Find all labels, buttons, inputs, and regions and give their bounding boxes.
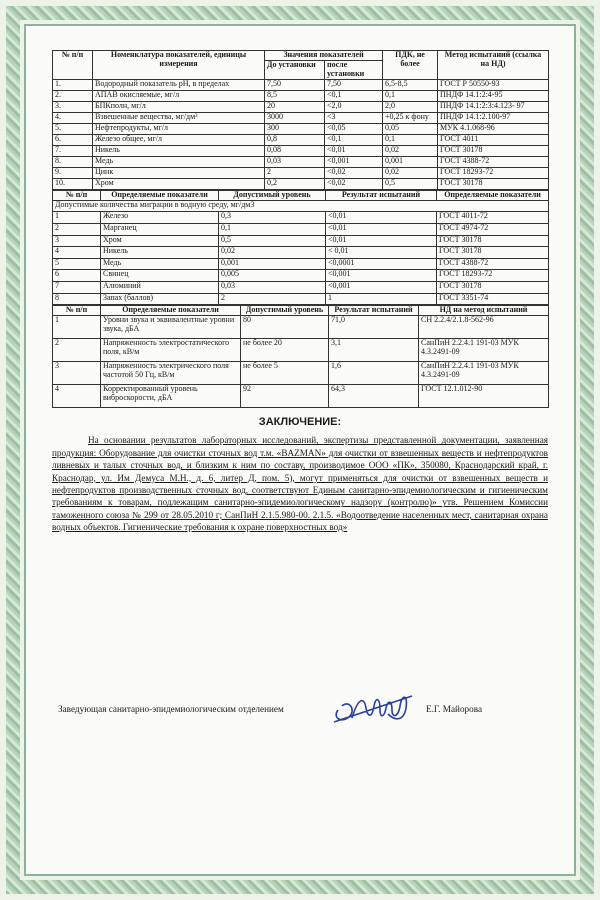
cell-n: 3	[53, 235, 101, 247]
cell-method: ГОСТ 30178	[438, 178, 549, 189]
conclusion-text	[52, 434, 548, 533]
cell-name: БПКполн, мг/л	[93, 101, 265, 112]
cell-name: Хром	[93, 178, 265, 189]
cell-level: не более 20	[241, 339, 329, 362]
table-row	[53, 167, 549, 178]
cell-pdk: 2,0	[383, 101, 438, 112]
cell-result: 71,0	[329, 316, 419, 339]
cell-result: <0,001	[326, 281, 437, 293]
table-row	[53, 316, 549, 339]
cell-nd: СН 2.2.4/2.1.8-562-96	[419, 316, 549, 339]
col-nd-header: Определяемые показатели	[437, 190, 549, 200]
cell-nd: ГОСТ 30178	[437, 247, 549, 259]
cell-name: Хром	[101, 235, 219, 247]
handwritten-signature	[328, 688, 418, 728]
cell-n: 2.	[53, 90, 93, 101]
table-row	[53, 385, 549, 408]
cell-n: 2	[53, 339, 101, 362]
document-content	[52, 50, 548, 534]
migration-table	[52, 190, 549, 305]
cell-n: 3	[53, 362, 101, 385]
cell-nd: ГОСТ 18293-72	[437, 270, 549, 282]
cell-result: <0,01	[326, 235, 437, 247]
cell-level: 0,5	[219, 235, 326, 247]
cell-method: ГОСТ 30178	[438, 145, 549, 156]
cell-n: 1	[53, 316, 101, 339]
cell-nd: ГОСТ 3351-74	[437, 293, 549, 305]
signer-position: Заведующая санитарно-эпидемиологическим отделением	[58, 704, 284, 714]
cell-before: 0,8	[265, 134, 325, 145]
cell-before: 3000	[265, 112, 325, 123]
table-row	[53, 123, 549, 134]
cell-n: 6	[53, 270, 101, 282]
col-after-header: после установки	[325, 60, 383, 79]
cell-level: 0,001	[219, 258, 326, 270]
cell-name: Железо	[101, 212, 219, 224]
cell-method: ГОСТ 4011	[438, 134, 549, 145]
cell-result: <0,01	[326, 212, 437, 224]
cell-name: Водородный показатель pH, в пределах	[93, 79, 265, 90]
col-level-header: Допустимый уровень	[241, 306, 329, 316]
cell-name: Напряженность электростатического поля, кВ/м	[101, 339, 241, 362]
cell-nd: СанПиН 2.2.4.1 191-03 МУК 4.3.2491-09	[419, 339, 549, 362]
cell-pdk: 0,1	[383, 90, 438, 101]
table-row	[53, 112, 549, 123]
cell-name: Марганец	[101, 224, 219, 236]
cell-n: 6.	[53, 134, 93, 145]
col-result-header: Результат испытаний	[326, 190, 437, 200]
cell-n: 4	[53, 385, 101, 408]
cell-nd: СанПиН 2.2.4.1 191-03 МУК 4.3.2491-09	[419, 362, 549, 385]
cell-result: 3,1	[329, 339, 419, 362]
col-level-header: Допустимый уровень	[219, 190, 326, 200]
cell-n: 9.	[53, 167, 93, 178]
cell-name: Уровни звука и эквивалентные уровни звука, дБА	[101, 316, 241, 339]
cell-level: 0,005	[219, 270, 326, 282]
col-method-header: Метод испытаний (ссылка на НД)	[438, 51, 549, 80]
cell-after: <0,05	[325, 123, 383, 134]
cell-level: 80	[241, 316, 329, 339]
col-result-header: Результат испытаний	[329, 306, 419, 316]
cell-pdk: +0,25 к фону	[383, 112, 438, 123]
cell-result: <0,001	[326, 270, 437, 282]
col-num-header: № п/п	[53, 190, 101, 200]
table-row	[53, 101, 549, 112]
cell-name: Напряженность электрического поля частотой 50 Гц, кВ/м	[101, 362, 241, 385]
col-before-header: До установки	[265, 60, 325, 79]
cell-level: не более 5	[241, 362, 329, 385]
cell-result: 1,6	[329, 362, 419, 385]
cell-n: 3.	[53, 101, 93, 112]
indicators-table	[52, 50, 549, 190]
cell-after: <0,02	[325, 167, 383, 178]
cell-method: ПНДФ 14.1:2:3:4.123- 97	[438, 101, 549, 112]
table-row	[53, 247, 549, 259]
col-name-header: Определяемые показатели	[101, 190, 219, 200]
cell-method: ПНДФ 14.1:2.100-97	[438, 112, 549, 123]
cell-before: 2	[265, 167, 325, 178]
col-num-header: № п/п	[53, 306, 101, 316]
cell-n: 5.	[53, 123, 93, 134]
table-row	[53, 339, 549, 362]
signature-block	[58, 704, 538, 744]
cell-name: Никель	[93, 145, 265, 156]
cell-result: < 0,01	[326, 247, 437, 259]
cell-nd: ГОСТ 4011-72	[437, 212, 549, 224]
col-name-header: Номенклатура показателей, единицы измерения	[93, 51, 265, 80]
cell-result: 64,3	[329, 385, 419, 408]
cell-n: 7.	[53, 145, 93, 156]
table-row	[53, 145, 549, 156]
cell-level: 0,3	[219, 212, 326, 224]
cell-name: Никель	[101, 247, 219, 259]
cell-method: ГОСТ 4388-72	[438, 156, 549, 167]
col-name-header: Определяемые показатели	[101, 306, 241, 316]
physical-factors-table	[52, 305, 549, 408]
conclusion-title: ЗАКЛЮЧЕНИЕ:	[258, 416, 342, 429]
cell-result: <0,01	[326, 224, 437, 236]
cell-after: <0,1	[325, 90, 383, 101]
cell-n: 4	[53, 247, 101, 259]
cell-level: 2	[219, 293, 326, 305]
col-num-header: № п/п	[53, 51, 93, 80]
cell-method: ГОСТ 18293-72	[438, 167, 549, 178]
cell-nd: ГОСТ 30178	[437, 235, 549, 247]
cell-after: <0,1	[325, 134, 383, 145]
cell-result: 1	[326, 293, 437, 305]
table-row	[53, 156, 549, 167]
cell-method: МУК 4.1.068-96	[438, 123, 549, 134]
cell-n: 7	[53, 281, 101, 293]
cell-after: <0,01	[325, 145, 383, 156]
cell-pdk: 6,5-8,5	[383, 79, 438, 90]
cell-nd: ГОСТ 30178	[437, 281, 549, 293]
cell-before: 0,03	[265, 156, 325, 167]
cell-name: Корректированный уровень виброскорости, дБА	[101, 385, 241, 408]
table-row	[53, 258, 549, 270]
cell-name: Свинец	[101, 270, 219, 282]
cell-pdk: 0,02	[383, 145, 438, 156]
cell-pdk: 0,5	[383, 178, 438, 189]
cell-level: 92	[241, 385, 329, 408]
table-row	[53, 281, 549, 293]
cell-level: 0,03	[219, 281, 326, 293]
cell-result: <0,0001	[326, 258, 437, 270]
cell-method: ГОСТ Р 50550-93	[438, 79, 549, 90]
col-nd-header: НД на метод испытаний	[419, 306, 549, 316]
cell-n: 1.	[53, 79, 93, 90]
cell-name: Алюминий	[101, 281, 219, 293]
cell-name: Медь	[93, 156, 265, 167]
cell-name: Цинк	[93, 167, 265, 178]
table-row	[53, 293, 549, 305]
cell-name: АПАВ окисляемые, мг/л	[93, 90, 265, 101]
cell-after: <2,0	[325, 101, 383, 112]
cell-nd: ГОСТ 12.1.012-90	[419, 385, 549, 408]
cell-pdk: 0,02	[383, 167, 438, 178]
table-row	[53, 224, 549, 236]
cell-n: 1	[53, 212, 101, 224]
cell-n: 4.	[53, 112, 93, 123]
cell-n: 10.	[53, 178, 93, 189]
cell-after: <0,02	[325, 178, 383, 189]
cell-name: Запах (баллов)	[101, 293, 219, 305]
cell-pdk: 0,001	[383, 156, 438, 167]
cell-name: Нефтепродукты, мг/л	[93, 123, 265, 134]
cell-after: 7,50	[325, 79, 383, 90]
table-row	[53, 212, 549, 224]
table-row	[53, 362, 549, 385]
section-caption: Допустимые количества миграции в водную среду, мг/дм3	[53, 200, 549, 212]
cell-after: <3	[325, 112, 383, 123]
cell-pdk: 0,1	[383, 134, 438, 145]
cell-level: 0,1	[219, 224, 326, 236]
cell-before: 8,5	[265, 90, 325, 101]
signer-name: Е.Г. Майорова	[426, 704, 483, 714]
cell-before: 0,08	[265, 145, 325, 156]
col-pdk-header: ПДК, не более	[383, 51, 438, 80]
table-row	[53, 79, 549, 90]
cell-before: 300	[265, 123, 325, 134]
col-values-header: Значения показателей	[265, 51, 383, 61]
cell-nd: ГОСТ 4974-72	[437, 224, 549, 236]
cell-before: 7,50	[265, 79, 325, 90]
table-row	[53, 178, 549, 189]
cell-n: 8.	[53, 156, 93, 167]
conclusion-body: На основании результатов лабораторных исследований, экспертизы представленной документации, заявленная продукция: Оборудование для очистки сточных вод т.м. «BAZMAN» для очистки от взвешенных веществ и нефтепродуктов ливневых и талых сточных вод, и близким к ним по составу, производимое ООО «ПК», 350080, Краснодарский край, г. Краснодар, ул. Им Демуса М.Н., д. 6, литер Д, пом. 5), могут применяться для очистки от взвешенных веществ и нефтепродуктов производственных сточных вод, соответствуют Единым санитарно-эпидемиологическим и гигиеническим требованиям к товарам, подлежащим санитарно-эпидемиологическому надзору (контролю)» утв. Решением Комиссии таможенного союза № 299 от 28.05.2010 г; СанПиН 2.1.5.980-00. 2.1.5. «Водоотведение населенных мест, санитарная охрана водных объектов. Гигиенические требования к охране поверхностных вод»	[52, 435, 548, 533]
cell-n: 8	[53, 293, 101, 305]
cell-pdk: 0,05	[383, 123, 438, 134]
cell-name: Медь	[101, 258, 219, 270]
cell-level: 0,02	[219, 247, 326, 259]
table-row	[53, 90, 549, 101]
table-row	[53, 235, 549, 247]
cell-n: 2	[53, 224, 101, 236]
cell-method: ПНДФ 14.1:2:4-95	[438, 90, 549, 101]
cell-name: Железо общее, мг/л	[93, 134, 265, 145]
cell-after: <0,001	[325, 156, 383, 167]
cell-before: 0,2	[265, 178, 325, 189]
table-row	[53, 270, 549, 282]
cell-nd: ГОСТ 4388-72	[437, 258, 549, 270]
cell-before: 20	[265, 101, 325, 112]
cell-name: Взвешенные вещества, мг/дм³	[93, 112, 265, 123]
cell-n: 5	[53, 258, 101, 270]
table-row	[53, 134, 549, 145]
